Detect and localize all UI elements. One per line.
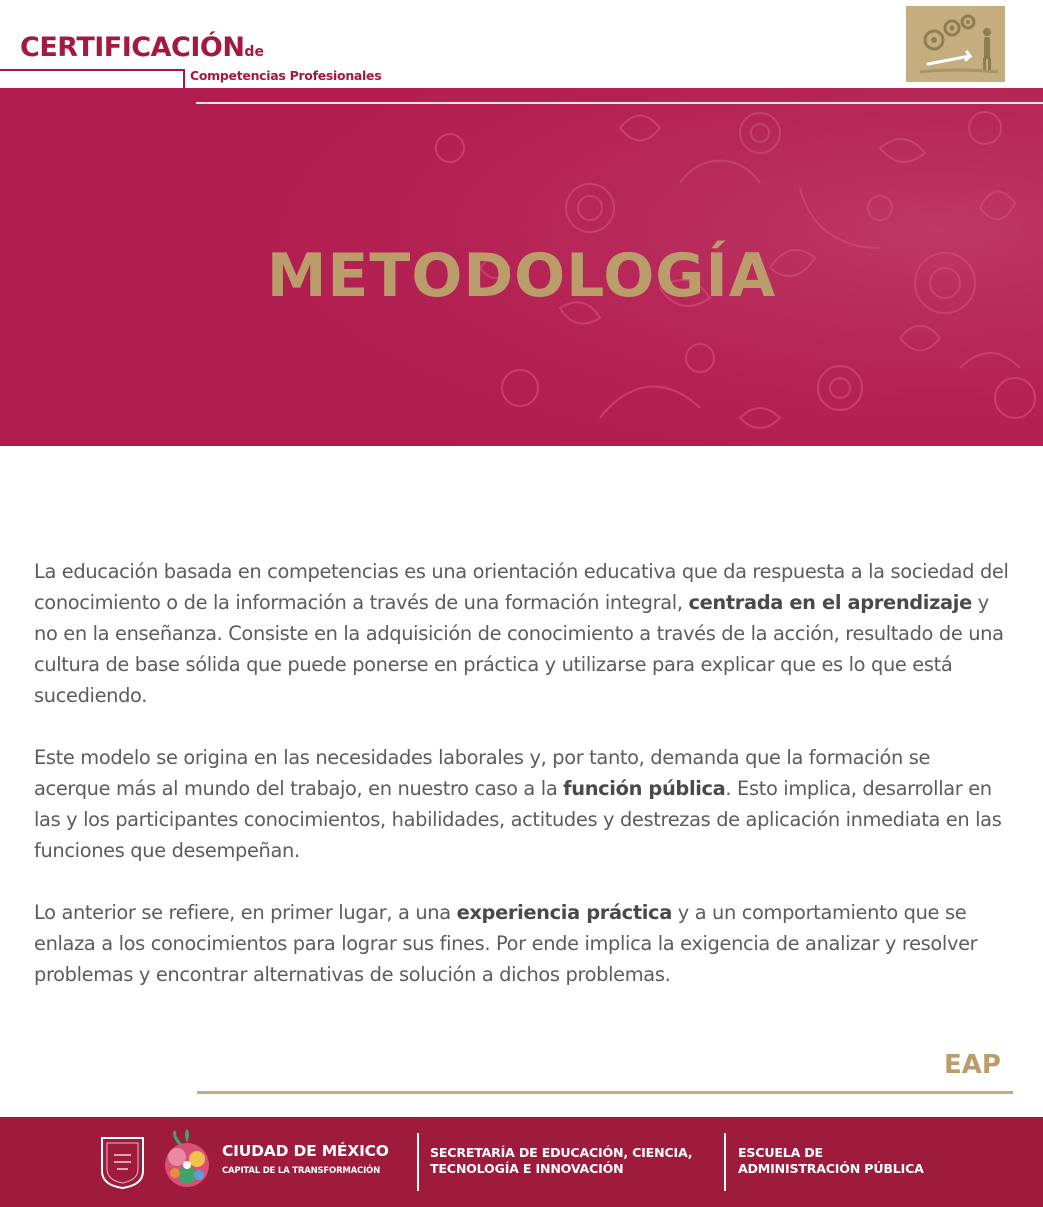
footer-divider — [417, 1133, 419, 1191]
footer-rule — [197, 1091, 1013, 1094]
text-segment: La educación basada en competencias es una orientación educativa que da respuesta a la sociedad del conocimiento o de la información a través de una formación integral, — [34, 560, 1009, 614]
text-segment: Este modelo se origina en las necesidades laborales y, por tanto, demanda que la formación se acerque más al mundo del trabajo, en nuestro caso a la — [34, 746, 931, 800]
secretaria-label — [430, 1145, 692, 1177]
paragraph-3 — [34, 897, 1009, 990]
body-text — [34, 556, 1009, 1021]
text-segment: y no en la enseñanza. Consiste en la adquisición de conocimiento a través de la acción, resultado de una cultura de base sólida que puede ponerse en práctica y utilizarse para explicar que es lo que está sucediendo. — [34, 591, 1004, 707]
title-banner — [0, 88, 1043, 446]
header-subtitle: Competencias Profesionales — [190, 68, 382, 83]
paragraph-2 — [34, 742, 1009, 866]
shield-icon — [99, 1135, 146, 1190]
header-rule — [196, 102, 1043, 104]
escuela-line-1: ESCUELA DE — [738, 1145, 823, 1160]
text-segment: y a un comportamiento que se enlaza a los conocimientos para lograr sus fines. Por ende implica la exigencia de analizar y resolver problemas y encontrar alternativas de solución a dichos problemas. — [34, 901, 978, 986]
highlight-text: función pública — [563, 777, 726, 800]
text-segment: Lo anterior se refiere, en primer lugar, a una — [34, 901, 457, 924]
text-segment: . Esto implica, desarrollar en las y los participantes conocimientos, habilidades, actitudes y destrezas de aplicación inmediata en las funciones que desempeñan. — [34, 777, 1002, 862]
eap-label: EAP — [944, 1050, 1001, 1080]
secretaria-line-2: TECNOLOGÍA E INNOVACIÓN — [430, 1161, 624, 1176]
escuela-line-2: ADMINISTRACIÓN PÚBLICA — [738, 1161, 924, 1176]
header-title — [20, 34, 264, 61]
header-title-de: de — [244, 44, 264, 60]
highlight-text: experiencia práctica — [456, 901, 672, 924]
cdmx-tagline: CAPITAL DE LA TRANSFORMACIÓN — [222, 1166, 380, 1176]
footer-divider — [724, 1133, 726, 1191]
header-title-main: CERTIFICACIÓN — [20, 32, 245, 63]
escuela-label — [738, 1145, 924, 1177]
paragraph-1 — [34, 556, 1009, 711]
header-divider — [0, 69, 183, 71]
secretaria-line-1: SECRETARÍA DE EDUCACIÓN, CIENCIA, — [430, 1145, 693, 1160]
highlight-text: centrada en el aprendizaje — [688, 591, 972, 614]
cdmx-name: CIUDAD DE MÉXICO — [222, 1142, 389, 1160]
cdmx-flower-logo-icon — [161, 1127, 213, 1195]
header-divider-vertical — [183, 69, 185, 89]
page-title: METODOLOGÍA — [266, 241, 777, 311]
footer — [0, 1117, 1043, 1207]
gears-person-icon — [906, 6, 1005, 82]
